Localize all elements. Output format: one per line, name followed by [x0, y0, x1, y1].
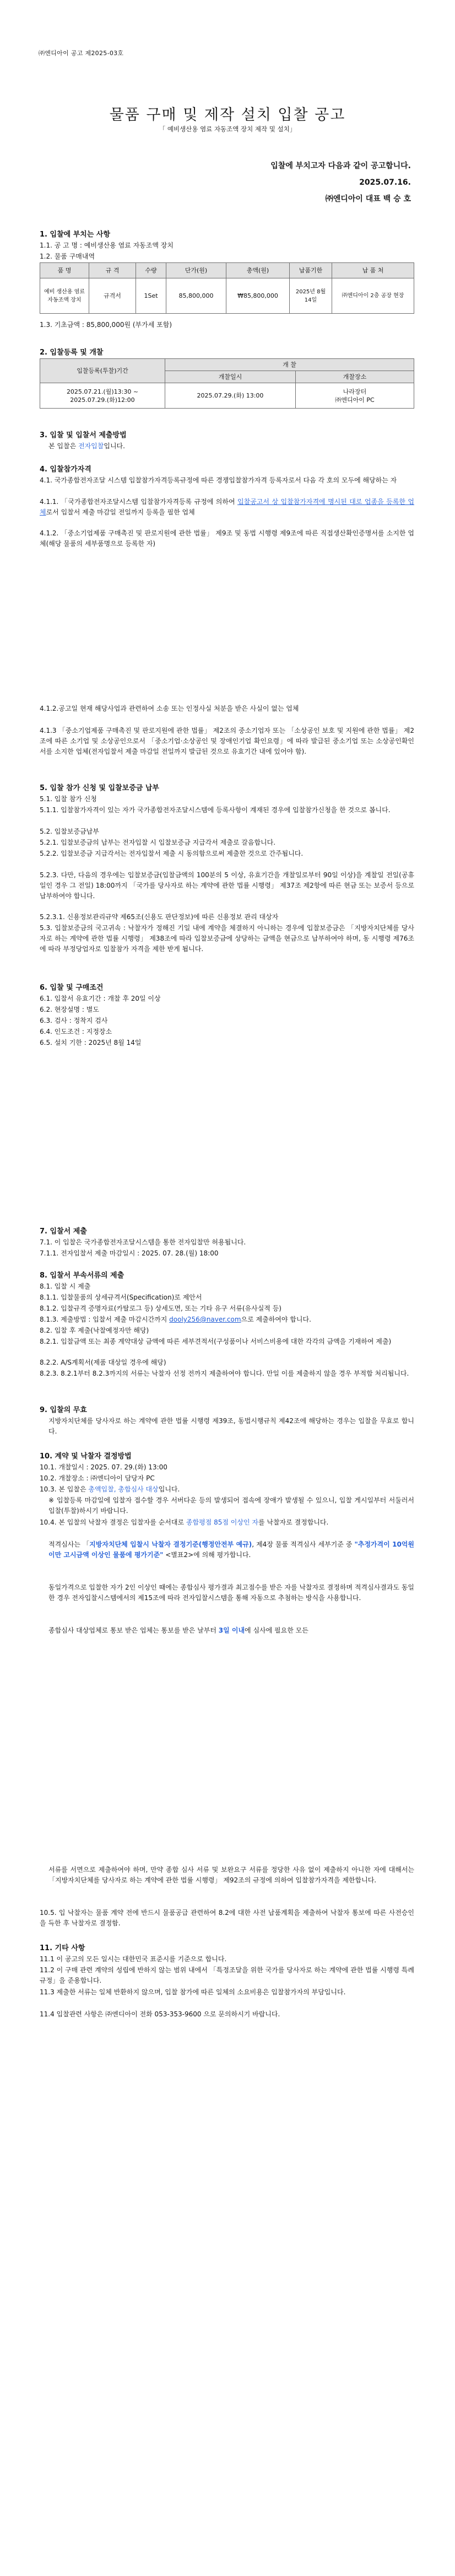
section-2-heading: 2. 입찰등록 및 개찰: [40, 348, 104, 357]
section-11-heading: 11. 기타 사항: [40, 1944, 85, 1952]
th-spec: 규 격: [89, 263, 136, 278]
announce-date: 2025.07.16.: [359, 178, 411, 187]
section-10-line: 10.1. 개찰일시 : 2025. 07. 29.(화) 13:00: [40, 1463, 167, 1471]
page-subtitle: 「 예비생산용 염료 자동조액 장치 제작 및 설치」: [159, 125, 296, 133]
section-10-l6-highlight-2: "추정가격이 10억원 이만 고시금액 이상인 물품에 평가기준": [48, 1541, 414, 1559]
section-6-line: 6.4. 인도조건 : 지정장소: [40, 1028, 112, 1035]
section-10-l6-highlight: 지방자치단체 입찰시 낙찰자 결정기준(행정안전부 예규): [89, 1541, 252, 1548]
section-4-para-2-post: 로서 입찰서 제출 마감일 전일까지 등록을 필한 업체: [46, 508, 195, 516]
section-5-line: 5.1. 입찰 참가 신청: [40, 795, 97, 803]
section-6-line: 6.2. 현장설명 : 별도: [40, 1006, 99, 1013]
section-4-para-3: 4.1.2. 「중소기업제품 구매촉진 및 판로지원에 관한 법률」 제9조 및 동법 시행령 제9조에 따른 직접생산확인증명서를 소지한 업체(해당 물품의 세부품명으로 등록한 자): [40, 529, 414, 548]
open-place-header: 개찰장소: [296, 371, 414, 383]
section-1-line-1: 1.1. 공 고 명 : 예비생산용 염료 자동조액 장치: [40, 242, 174, 249]
cell-place: ㈜엔디아이 2층 공장 현장: [332, 278, 414, 314]
section-4-para-4: 4.1.2.공고일 현재 해당사업과 관련하여 소송 또는 인정사실 처분을 받은 사실이 없는 업체: [40, 705, 299, 712]
th-deadline: 납품기한: [290, 263, 332, 278]
section-4-para-2-highlight: 입찰공고서 상 입찰참가자격에 명시된 대로 업종을 등록한 업체: [40, 498, 414, 516]
section-5-line: 5.2.1. 입찰보증금의 납부는 전자입찰 시 입찰보증금 지급각서 제출로 갈음합니다.: [40, 839, 276, 846]
open-date-header: 개찰일시: [165, 371, 296, 383]
section-6-heading: 6. 입찰 및 구매조건: [40, 984, 104, 992]
cell-spec: 규격서: [89, 278, 136, 314]
section-6-line: 6.5. 설치 기한 : 2025년 8월 14일: [40, 1039, 142, 1046]
th-unit-price: 단가(원): [166, 263, 226, 278]
section-4-heading: 4. 입찰참가자격: [40, 465, 91, 474]
announce-block: [270, 158, 411, 207]
section-10-line: 10.5. 입 낙찰자는 물품 계약 전에 반드시 물품공급 관련하여 8.2에 대한 사전 납품계획을 제출하여 낙찰자 통보에 따른 사전승인을 득한 후 낙찰자로 결정함.: [40, 1909, 414, 1927]
cell-deadline: 2025년 8월 14일: [290, 278, 332, 314]
section-8-line: 8.1.2. 입찰규격 증명자료(카탈로그 등) 상세도면, 또는 기타 유구 서류(유사실적 등): [40, 1305, 281, 1312]
section-11-line: 11.2 이 구매 관련 계약의 성립에 반하지 않는 범위 내에서 「특정조달을 위한 국가를 당사자로 하는 계약에 관한 법률 시행령 특례규정」을 준용합니다.: [40, 1966, 414, 1984]
table-row: [40, 383, 414, 409]
section-3-heading: 3. 입찰 및 입찰서 제출방법: [40, 431, 127, 439]
table-row: [40, 359, 414, 371]
page-title: 물품 구매 및 제작 설치 입찰 공고: [109, 106, 346, 124]
section-10-l6-mid: , 제4장 물품 적격심사 세부기준 중: [252, 1541, 355, 1548]
open-date-cell: 2025.07.29.(화) 13:00: [165, 383, 296, 409]
section-10-l5-post: 를 낙찰자로 결정합니다.: [258, 1518, 329, 1526]
cell-unit-price: 85,800,000: [166, 278, 226, 314]
section-10-line-3: [40, 1484, 180, 1494]
section-8-line: 8.1.1. 입찰물품의 상세규격서(Specification)로 제안서: [40, 1294, 202, 1301]
section-3-pre: 본 입찰은: [48, 442, 78, 450]
section-8-line: 8.2.3. 8.2.1부터 8.2.3까지의 서류는 낙찰자 선정 전까지 제출하여야 합니다. 만일 이를 제출하지 않을 경우 부적합 처리됩니다.: [40, 1370, 409, 1377]
section-10-l6-pre: 적격심사는 「: [48, 1541, 90, 1548]
section-10-line: ※ 입찰등록 마감일에 입찰자 접수할 경우 서버다운 등의 발생되어 접속에 장애가 발생될 수 있으니, 입찰 게시일부터 서둘러서 입찰(투찰)하시기 바랍니다.: [48, 1496, 414, 1515]
section-8-line-email: [40, 1314, 311, 1324]
section-5-line: 5.1.1. 입찰참가자격이 있는 자가 국가종합전자조달시스템에 등록사항이 계재된 경우에 입찰참가신청을 한 것으로 봅니다.: [40, 806, 391, 814]
section-10-line: 서류를 서면으로 제출하여야 하며, 만약 종합 심사 서류 및 보완요구 서류를 정당한 사유 없이 제출하지 아니한 자에 대해서는 「지방자치단체를 당사자로 하는 계약에 관한 법률 시행령」 제92조의 규정에 의하여 입찰참가자격을 제한합니다.: [48, 1866, 414, 1884]
section-4-para-2-pre: 4.1.1. 「국가종합전자조달시스템 입찰참가자격등록 규정에 의하여: [40, 498, 238, 506]
section-10-l8-pre: 종합심사 대상업체로 통보 받은 업체는 통보를 받은 날부터: [48, 1627, 219, 1634]
section-9-text: 지방자치단체를 당사자로 하는 계약에 관한 법률 시행령 제39조, 동법시행규칙 제42조에 해당하는 경우는 입찰을 무효로 합니다.: [48, 1417, 414, 1435]
section-10-line: 10.2. 개찰장소 : ㈜엔디아이 담당자 PC: [40, 1474, 155, 1482]
purchase-table: [40, 262, 414, 314]
open-place-cell: [296, 383, 414, 409]
th-place: 납 품 처: [332, 263, 414, 278]
section-8-heading: 8. 입찰서 부속서류의 제출: [40, 1271, 124, 1280]
section-10-l8-highlight: 3일 이내: [218, 1627, 245, 1634]
section-5-line: 5.2.2. 입찰보증금 지급각서는 전자입찰서 제출 시 동의함으로써 제출한 것으로 간주됩니다.: [40, 850, 304, 857]
section-11-line: 11.1 이 공고의 모든 일시는 대한민국 표준시를 기준으로 합니다.: [40, 1955, 227, 1963]
period-start: 2025.07.21.(월)13:30 ~: [66, 388, 139, 395]
section-5-line: 5.2.3.1. 신용정보관리규약 제65조(신용도 판단정보)에 따른 신용정보 관리 대상자: [40, 913, 279, 921]
section-9-heading: 9. 입찰의 무효: [40, 1406, 87, 1414]
section-10-l5-pre: 10.4. 본 입찰의 낙찰자 결정은 입찰자를 순서대로: [40, 1518, 186, 1526]
section-10-l3-pre: 10.3. 본 입찰은: [40, 1485, 89, 1493]
section-5-heading: 5. 입찰 참가 신청 및 입찰보증금 납부: [40, 784, 159, 792]
section-10-line-6: [48, 1539, 414, 1560]
section-1-line-3: 1.3. 기초금액 : 85,800,000원 (부가세 포함): [40, 321, 172, 329]
section-8-email-pre: 8.1.3. 제출방법 : 입찰서 제출 마감시간까지: [40, 1316, 170, 1323]
section-3-text: [48, 441, 125, 451]
section-10-line-8: [48, 1625, 414, 1636]
section-4-para-5: 4.1.3 「중소기업제품 구매촉진 및 판로지원에 관한 법률」 제2조의 중소기업자 또는 「소상공인 보호 및 지원에 관한 법률」 제2조에 따른 소기업 및 소상공인으로서 「중소기업·소상공인 및 장애인기업 확인요령」에 따라 발급된 중소기업 또는 소상공인확인서를 소지한 업체(전자입찰서 제출 마감일 전일까지 발급된 것으로 유효기간 내에 있어야 함).: [40, 727, 414, 755]
section-8-line: 8.2.2. A/S계획서(제품 대상일 경우에 해당): [40, 1359, 166, 1366]
th-total: 총액(원): [226, 263, 290, 278]
section-6-line: 6.3. 검사 : 정착지 검사: [40, 1017, 108, 1024]
section-7-line: 7.1. 이 입찰은 국가종합전자조달시스템을 통한 전자입찰만 허용됩니다.: [40, 1238, 246, 1246]
section-5-line: 5.3. 입찰보증금의 국고귀속 : 낙찰자가 정해진 기일 내에 계약을 체결하지 아니하는 경우에 입찰보증금은 「지방자치단체를 당사자로 하는 계약에 관한 법률 시행령」 제38조에 따라 입찰보증금에 상당하는 금액을 현금으로 납부하여야 하며, 동 시행령 제76조에 따라 부정당업자로 입찰참가 자격을 제한 받게 됩니다.: [40, 924, 414, 953]
section-10-heading: 10. 계약 및 낙찰자 결정방법: [40, 1452, 132, 1461]
notice-number: ㈜엔디아이 공고 제2025-03호: [39, 50, 124, 57]
section-11-line: 11.4 입찰관련 사항은 ㈜엔디아이 전화 053-353-9600 으로 문의하시기 바랍니다.: [40, 2010, 280, 2018]
section-5-line: 5.2. 입찰보증금납부: [40, 828, 99, 835]
cell-name: 예비 생산용 염료 자동조액 장치: [40, 278, 89, 314]
open-header: 개 찰: [165, 359, 414, 371]
section-7-line: 7.1.1. 전자입찰서 제출 마감일시 : 2025. 07. 28.(월) 18:00: [40, 1249, 219, 1257]
section-8-line: 8.1. 입찰 시 제출: [40, 1282, 91, 1290]
section-10-l5-highlight: 종합평점 85점 이상인 자: [186, 1518, 258, 1526]
section-4-para-1: 4.1. 국가종합전자조달 시스템 입찰참가자격등록규정에 따른 경쟁입찰참가자격 등록자로서 다음 각 호의 모두에 해당하는 자: [40, 476, 397, 484]
section-8-email-post: 으로 제출하여야 합니다.: [241, 1316, 311, 1323]
section-8-line: 8.2. 입찰 후 제출(낙찰예정자만 해당): [40, 1327, 149, 1334]
section-10-l3-highlight: 총액입찰, 총합심사 대상: [88, 1485, 159, 1493]
period-cell: [40, 383, 165, 409]
cell-qty: 1Set: [136, 278, 166, 314]
section-7-heading: 7. 입찰서 제출: [40, 1227, 87, 1236]
open-place-1: 나라장터: [343, 388, 367, 395]
section-3-post: 입니다.: [104, 442, 125, 450]
cell-total: ₩85,800,000: [226, 278, 290, 314]
section-10-line-5: [40, 1517, 414, 1528]
th-qty: 수량: [136, 263, 166, 278]
section-10-l8-post: 에 심사에 필요한 모든: [245, 1627, 308, 1634]
table-row: [40, 278, 414, 314]
section-10-line: 동일가격으로 입찰한 자가 2인 이상인 때에는 종합심사 평가결과 최고점수를 받은 자를 낙찰자로 결정하며 적격심사결과도 동일한 경우 전자입찰시스템에서의 제15조에 따라 전자입찰시스템을 통해 자동으로 추첨하는 방식을 사용합니다.: [48, 1584, 414, 1602]
period-header: 입찰등록(투찰)기간: [40, 359, 165, 383]
section-5-line: 5.2.3. 다만, 다음의 경우에는 입찰보증금(입찰금액의 100분의 5 이상, 유효기간을 개찰일로부터 90일 이상)을 계찰일 전일(공휴일인 경우 그 전일) 18:00까지 「국가를 당사자로 하는 계약에 관한 법률 시행령」 제37조 제2항에 따른 현금 또는 보증서 등으로 납부하여야 합니다.: [40, 871, 414, 900]
period-end: 2025.07.29.(화)12:00: [70, 396, 135, 404]
section-1-heading: 1. 입찰에 부치는 사항: [40, 230, 111, 239]
section-10-l3-post: 입니다.: [158, 1485, 180, 1493]
open-place-2: ㈜엔디아이 PC: [335, 396, 375, 404]
th-name: 품 명: [40, 263, 89, 278]
section-6-line: 6.1. 입찰서 유효기간 : 개찰 후 20일 이상: [40, 995, 161, 1002]
section-8-line: 8.2.1. 입찰금액 또는 최종 계약대상 금액에 따른 세부견적서(구성품이나 서비스비용에 대한 각각의 금액을 기재하여 제출): [40, 1338, 392, 1345]
section-1-line-2: 1.2. 물품 구매내역: [40, 253, 95, 260]
announce-issuer: ㈜엔디아이 대표 백 승 호: [325, 195, 411, 203]
announce-text: 입찰에 부치고자 다음과 같이 공고합니다.: [270, 162, 411, 170]
bid-schedule-table: [40, 358, 414, 409]
email-link[interactable]: dooly256@naver.com: [169, 1316, 241, 1323]
purchase-table-header: [40, 263, 414, 278]
section-10-l6-post: <별표2>에 의해 평가합니다.: [163, 1551, 251, 1559]
section-3-link: 전자입찰: [78, 442, 104, 450]
section-11-line: 11.3 제출한 서류는 일체 반환하지 않으며, 입찰 참가에 따른 일체의 소요비용은 입찰참가자의 부담입니다.: [40, 1988, 346, 1996]
section-4-para-2: [40, 497, 414, 518]
